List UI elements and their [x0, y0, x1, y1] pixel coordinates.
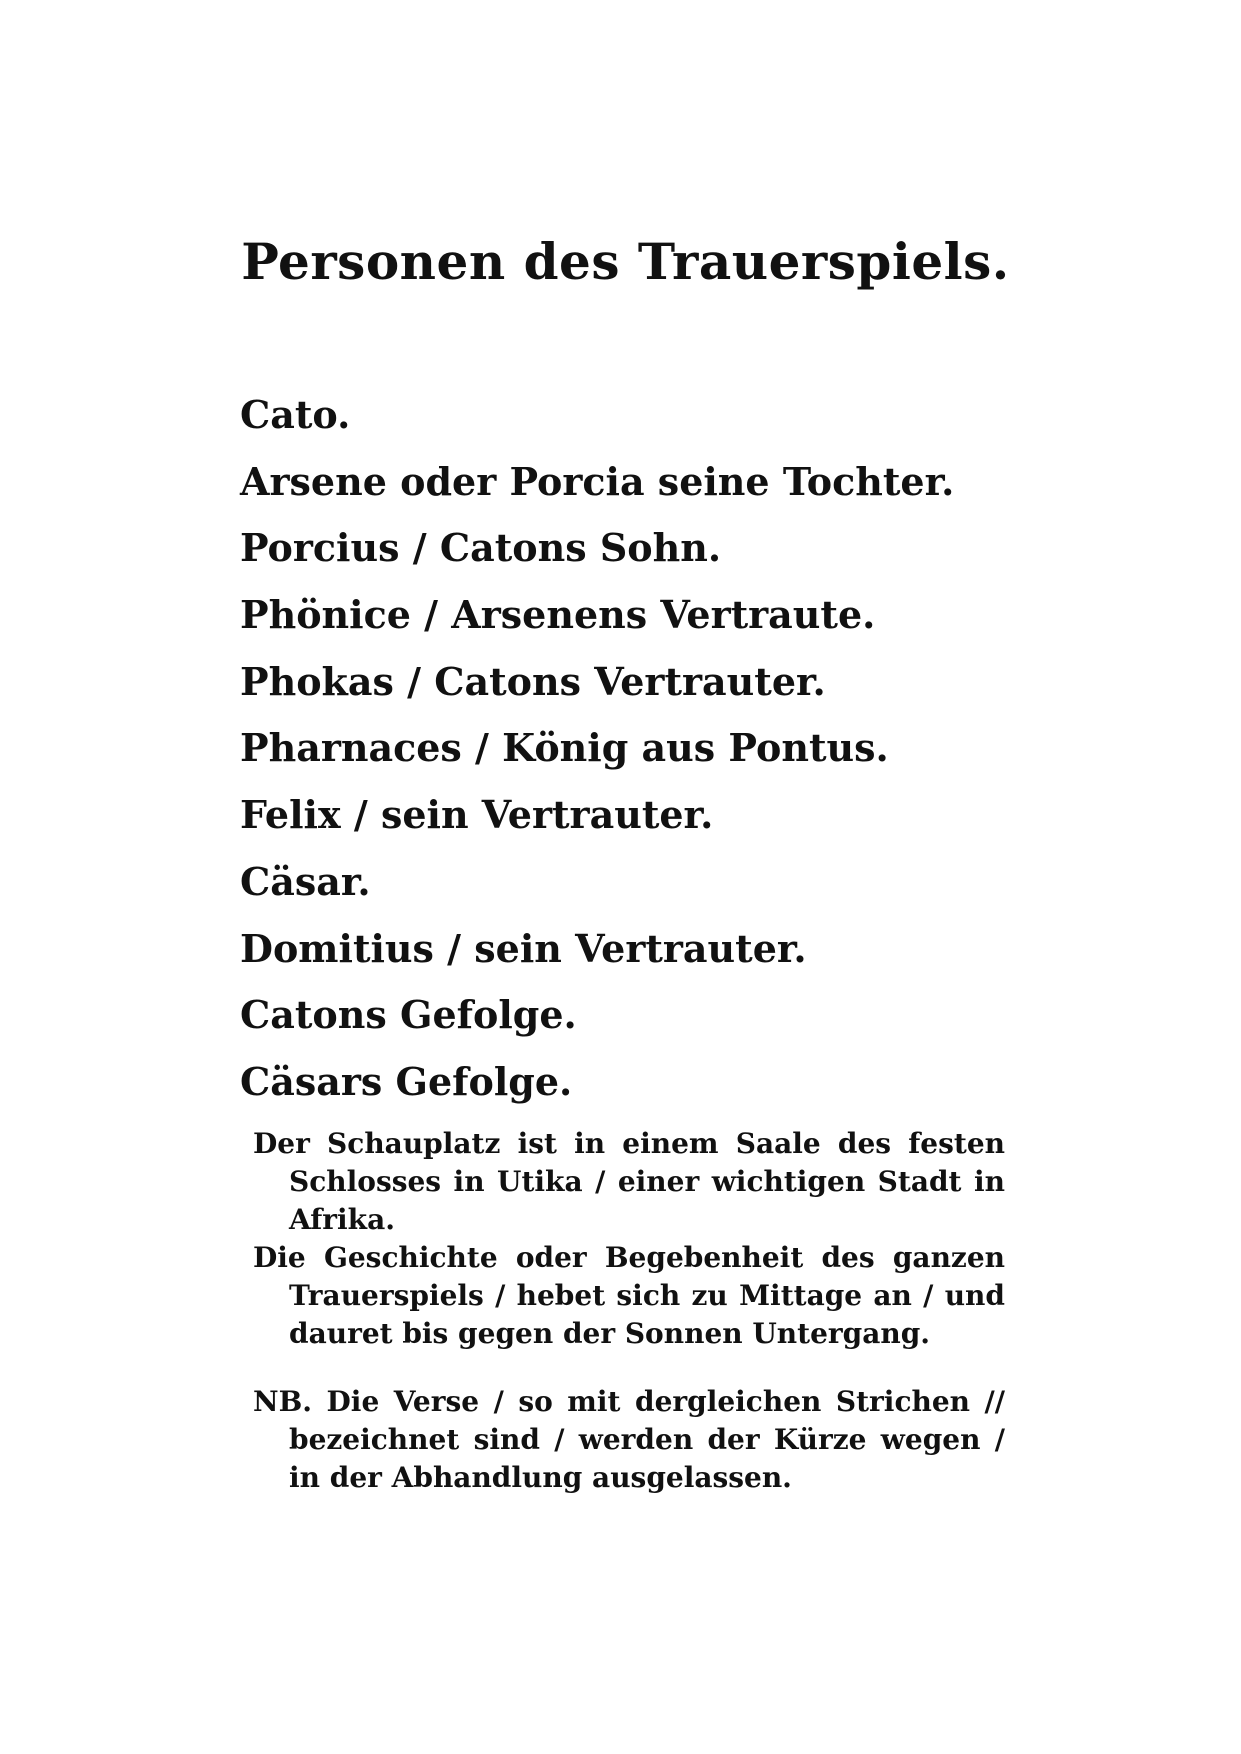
cast-item-arsene: Arsene oder Porcia seine Tochter. [240, 458, 955, 504]
cast-item-porcius: Porcius / Catons Sohn. [240, 525, 722, 571]
cast-item-cato: Cato. [240, 392, 351, 437]
cast-item-phokas: Phokas / Catons Vertrauter. [240, 658, 826, 704]
scene-note: Der Schauplatz ist in einem Saale des festen Schlosses in Utika / einer wichtigen Stadt in Afrika. [253, 1127, 1005, 1236]
nota-bene-note: NB. Die Verse / so mit dergleichen Strichen // bezeichnet sind / werden der Kürze wegen / in der Abhandlung ausgelassen. [253, 1385, 1005, 1494]
cast-list [240, 382, 954, 1116]
cast-item-catons-gefolge: Catons Gefolge. [240, 992, 577, 1038]
cast-item-phoenice: Phönice / Arsenens Vertraute. [240, 592, 876, 638]
page-title: Personen des Trauerspiels. [241, 232, 1010, 291]
stage-notes [253, 1125, 1005, 1353]
cast-item-caesars-gefolge: Cäsars Gefolge. [240, 1058, 573, 1104]
nb-notes [253, 1383, 1005, 1497]
cast-item-felix: Felix / sein Vertrauter. [240, 792, 714, 838]
cast-item-pharnaces: Pharnaces / König aus Pontus. [240, 725, 889, 771]
time-note: Die Geschichte oder Begebenheit des ganzen Trauerspiels / hebet sich zu Mittage an / und dauret bis gegen der Sonnen Untergang. [253, 1241, 1005, 1350]
cast-item-domitius: Domitius / sein Vertrauter. [240, 925, 807, 971]
cast-item-caesar: Cäsar. [240, 858, 371, 904]
